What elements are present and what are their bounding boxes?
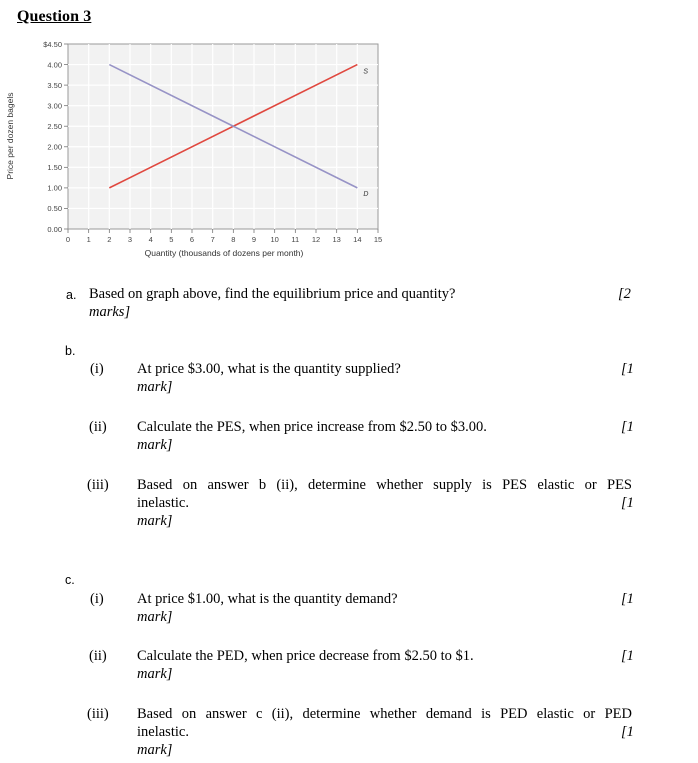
y-tick-label: 1.00 — [47, 183, 62, 193]
question-b-ii-marks-close: mark] — [137, 437, 173, 453]
y-tick-label: $4.50 — [43, 39, 62, 49]
question-c-ii-number: (ii) — [89, 648, 107, 664]
x-tick-label: 1 — [86, 235, 91, 244]
x-tick-label: 15 — [373, 235, 383, 244]
question-heading: Question 3 — [17, 8, 92, 25]
x-tick-label: 6 — [189, 235, 195, 244]
y-tick-label: 3.50 — [47, 80, 62, 90]
question-c-ii-marks-open: [1 — [621, 648, 634, 664]
question-c-iii-number: (iii) — [87, 706, 109, 722]
question-c-i-marks-open: [1 — [621, 591, 634, 607]
question-b-i-marks-close: mark] — [137, 379, 173, 395]
y-tick-label: 4.00 — [47, 60, 62, 70]
question-b-iii-marks-close: mark] — [137, 513, 173, 529]
question-a-marks-close: marks] — [89, 304, 131, 320]
question-c-iii-marks-open: [1 — [621, 724, 634, 740]
question-c-i-number: (i) — [90, 591, 104, 607]
question-b-label: b. — [65, 344, 76, 358]
question-b-iii-marks-open: [1 — [621, 495, 634, 511]
question-b-iii-number: (iii) — [87, 477, 109, 493]
x-tick-label: 12 — [311, 235, 321, 244]
question-a-text: Based on graph above, find the equilibrium price and quantity? — [89, 286, 456, 302]
question-c-iii-marks-close: mark] — [137, 742, 173, 758]
plot-area — [68, 44, 378, 229]
x-tick-label: 3 — [127, 235, 133, 244]
x-tick-label: 10 — [270, 235, 279, 244]
question-a-marks-open: [2 — [618, 286, 631, 302]
y-tick-label: 0.50 — [47, 204, 62, 214]
x-tick-label: 5 — [169, 235, 174, 244]
question-c-label: c. — [65, 573, 75, 587]
x-tick-label: 11 — [291, 235, 300, 244]
question-b-iii-text: Based on answer b (ii), determine whether supply is PES elastic or PES — [137, 477, 632, 493]
series-label-d: D — [363, 190, 369, 198]
question-c-i-marks-close: mark] — [137, 609, 173, 625]
supply-demand-chart — [0, 0, 698, 270]
x-tick-label: 7 — [210, 235, 215, 244]
question-b-ii-marks-open: [1 — [621, 419, 634, 435]
y-tick-label: 3.00 — [47, 101, 62, 111]
x-tick-label: 0 — [65, 235, 71, 244]
question-b-i-number: (i) — [90, 361, 104, 377]
question-c-ii-text: Calculate the PED, when price decrease from $2.50 to $1. — [137, 648, 474, 664]
question-b-iii-text-continued: inelastic. — [137, 495, 189, 511]
question-c-i-text: At price $1.00, what is the quantity demand? — [137, 591, 398, 607]
x-tick-label: 9 — [251, 235, 257, 244]
question-c-ii-marks-close: mark] — [137, 666, 173, 682]
series-label-s: S — [363, 68, 369, 76]
question-b-i-text: At price $3.00, what is the quantity supplied? — [137, 361, 401, 377]
x-axis-label: Quantity (thousands of dozens per month) — [144, 248, 304, 258]
x-tick-label: 2 — [107, 235, 112, 244]
y-tick-label: 2.00 — [47, 142, 62, 152]
question-c-iii-text-continued: inelastic. — [137, 724, 189, 740]
y-axis-label: Price per dozen bagels — [5, 92, 15, 180]
question-b-i-marks-open: [1 — [621, 361, 634, 377]
question-b-ii-number: (ii) — [89, 419, 107, 435]
question-b-ii-text: Calculate the PES, when price increase from $2.50 to $3.00. — [137, 419, 487, 435]
y-tick-label: 2.50 — [47, 122, 62, 132]
y-tick-label: 1.50 — [47, 163, 62, 173]
x-tick-label: 8 — [231, 235, 236, 244]
y-tick-label: 0.00 — [47, 224, 62, 234]
x-tick-label: 13 — [332, 235, 341, 244]
question-a-label: a. — [66, 288, 77, 302]
x-tick-label: 4 — [148, 235, 153, 244]
x-tick-label: 14 — [353, 235, 362, 244]
question-c-iii-text: Based on answer c (ii), determine whether demand is PED elastic or PED — [137, 706, 632, 722]
